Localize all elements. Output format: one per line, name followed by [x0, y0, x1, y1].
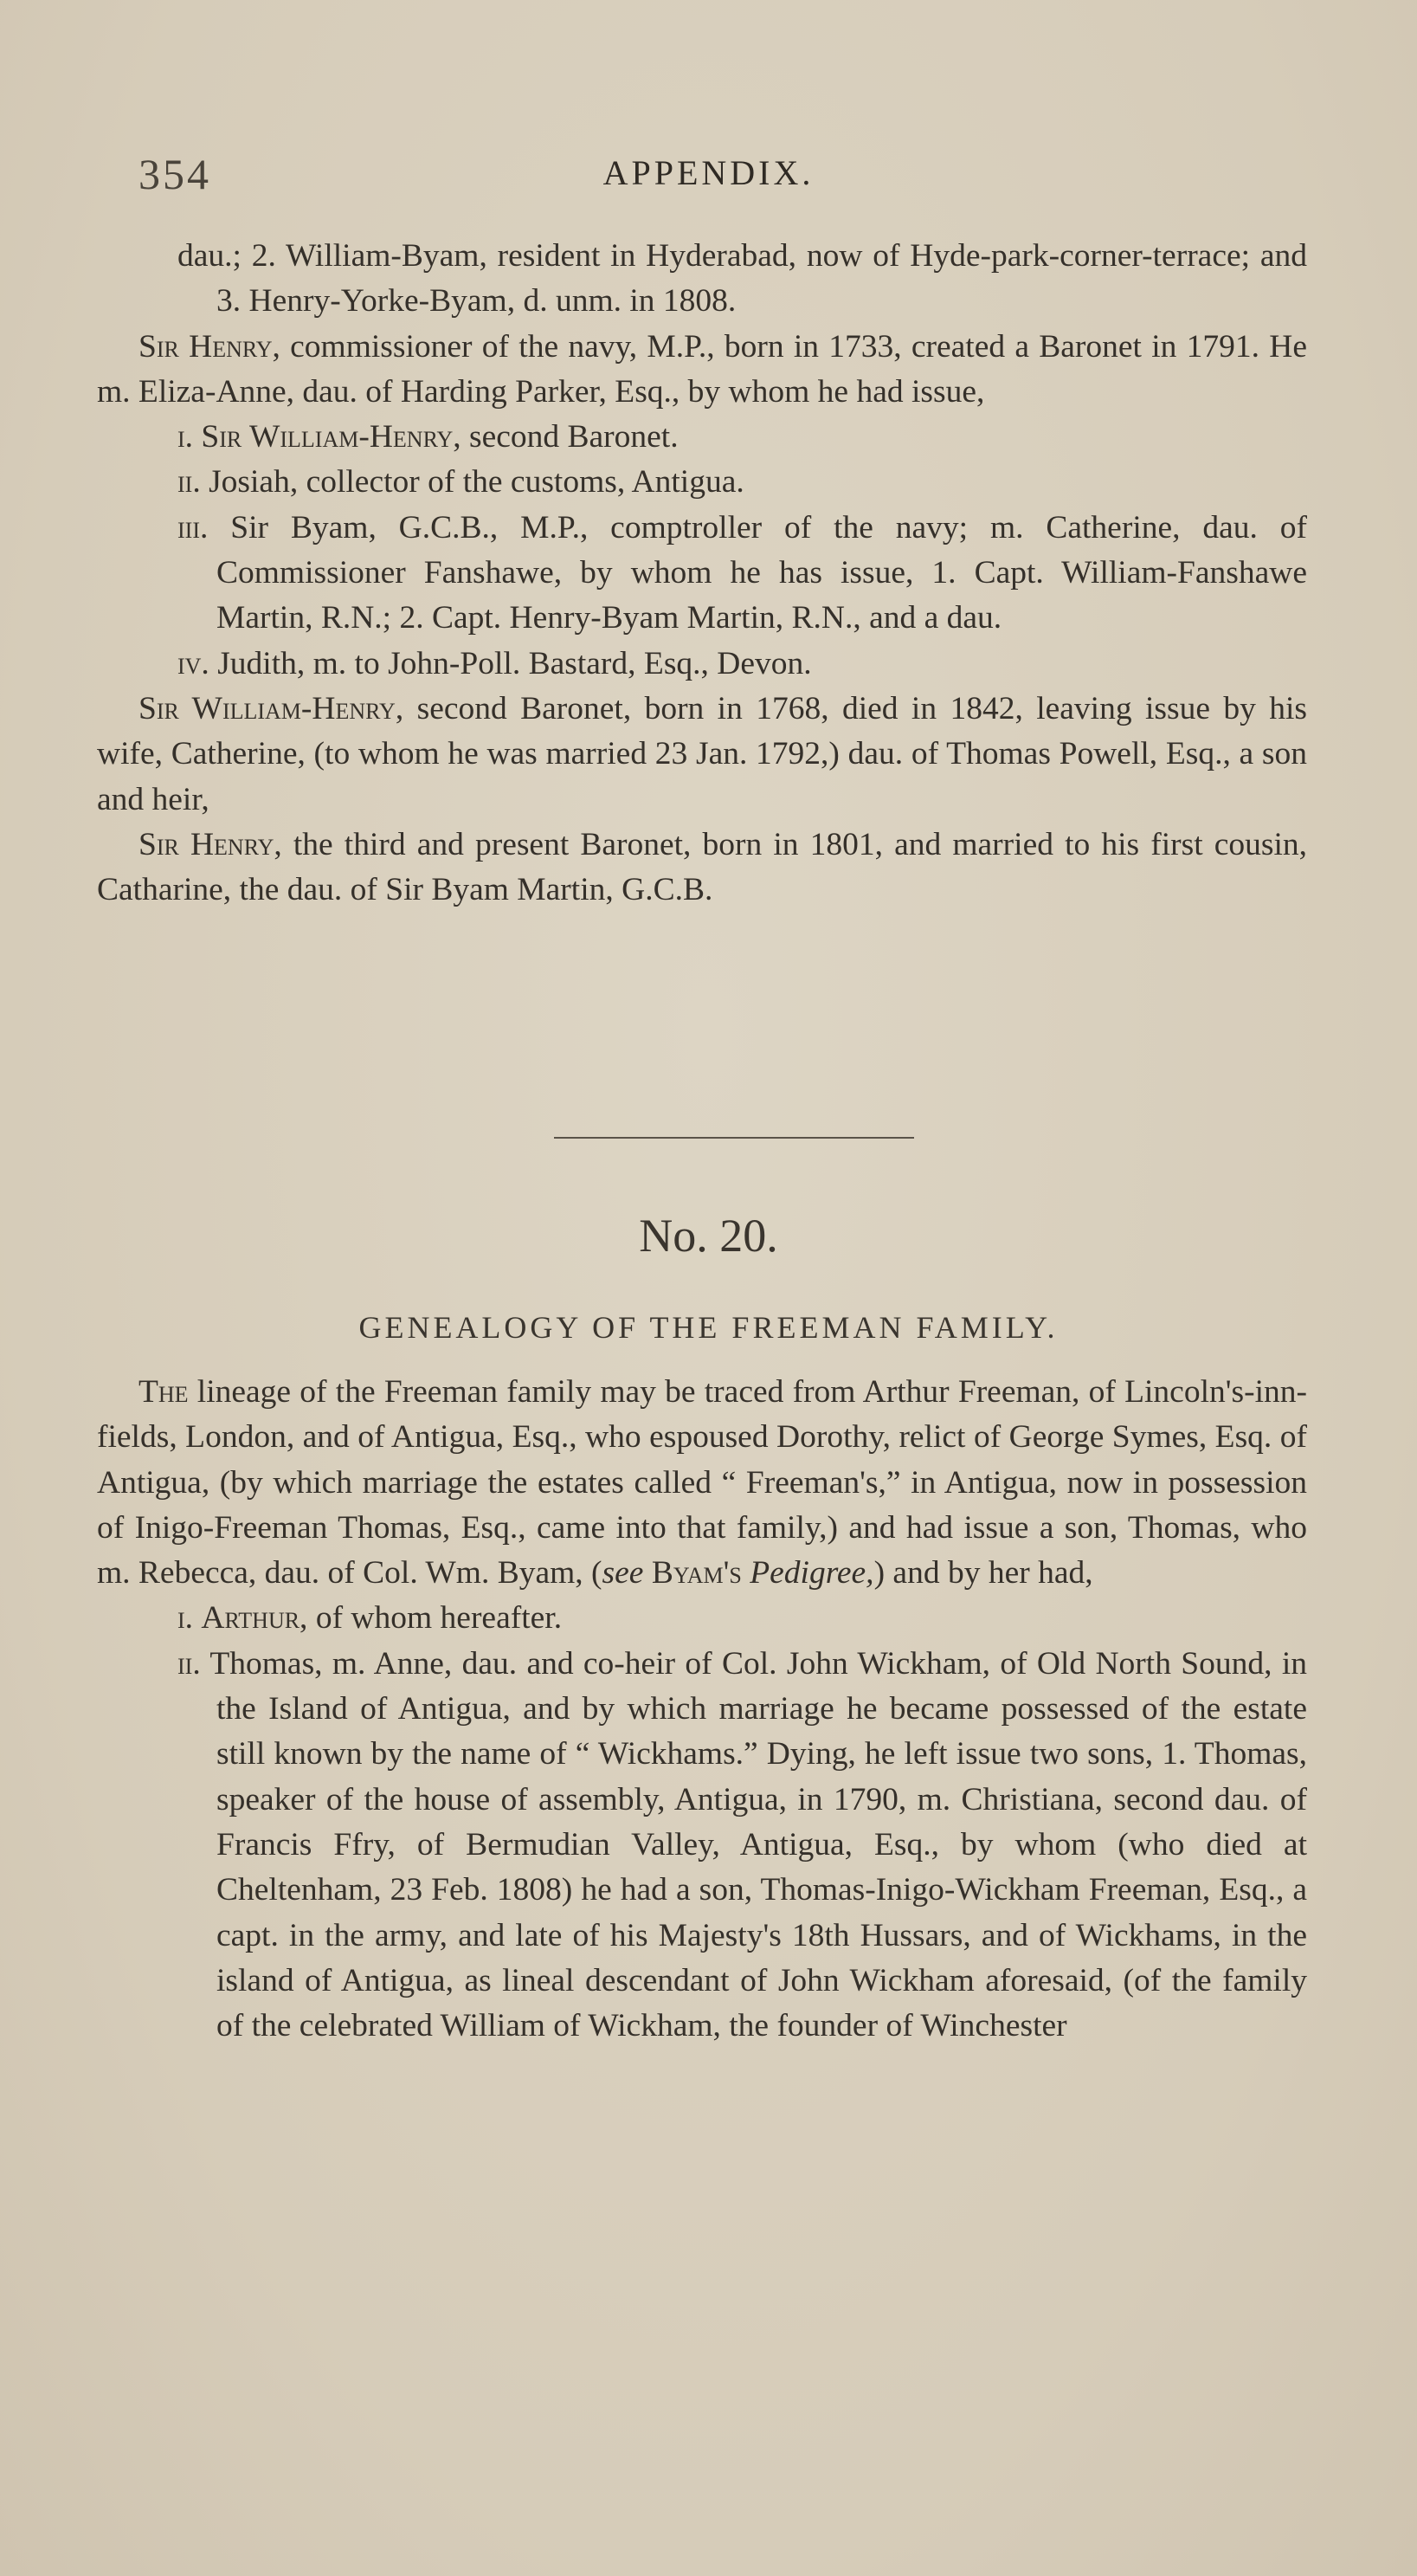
paragraph-sir-henry-third: Sir Henry, the third and present Baronet, born in 1801, and married to his first cousin, Catharine, the dau. of Sir Byam Martin, G.C.B. [97, 826, 1307, 908]
section-number: No. 20. [639, 1210, 778, 1262]
freeman-section [97, 1370, 1307, 2049]
freeman-item-1: i. Arthur, of whom hereafter. [177, 1600, 563, 1637]
paragraph-freeman-lineage: The lineage of the Freeman family may be traced from Arthur Freeman, of Lincoln's-inn-fields, London, and of Antigua, Esq., who espoused Dorothy, relict of George Symes, Esq. of Antigua, (by which marriage the estates called “ Freeman's,” in Antigua, now in possession of Inigo-Freeman Thomas, Esq., came into that family,) and had issue a son, Thomas, who m. Rebecca, dau. of Col. Wm. Byam, (see Byam's Pedigree,) and by her had, [97, 1374, 1307, 1591]
section-divider [554, 1137, 914, 1139]
issue-item-4: iv. Judith, m. to John-Poll. Bastard, Esq., Devon. [177, 645, 812, 681]
top-section [97, 234, 1307, 913]
paragraph-sir-henry: Sir Henry, commissioner of the navy, M.P., born in 1733, created a Baronet in 1791. He m. Eliza-Anne, dau. of Harding Parker, Esq., by whom he had issue, [97, 328, 1307, 410]
paragraph-sir-william-henry: Sir William-Henry, second Baronet, born in 1768, died in 1842, leaving issue by his wife, Catherine, (to whom he was married 23 Jan. 1792,) dau. of Thomas Powell, Esq., a son and heir, [97, 690, 1307, 817]
section-title: GENEALOGY OF THE FREEMAN FAMILY. [358, 1310, 1059, 1345]
page-number: 354 [138, 150, 211, 198]
issue-item-2: ii. Josiah, collector of the customs, Antigua. [177, 464, 744, 500]
issue-item-3: iii. Sir Byam, G.C.B., M.P., comptroller of the navy; m. Catherine, dau. of Commissioner Fanshawe, by whom he has issue, 1. Capt. William-Fanshawe Martin, R.N.; 2. Capt. Henry-Byam Martin, R.N., and a dau. [177, 509, 1307, 636]
issue-item-1: i. Sir William-Henry, second Baronet. [177, 419, 679, 455]
page-header [0, 149, 1417, 210]
continued-issue: dau.; 2. William-Byam, resident in Hyderabad, now of Hyde-park-corner-terrace; and 3. Henry-Yorke-Byam, d. unm. in 1808. [177, 238, 1307, 320]
running-head: APPENDIX. [602, 153, 815, 192]
freeman-item-2: ii. Thomas, m. Anne, dau. and co-heir of Col. John Wickham, of Old North Sound, in the Island of Antigua, and by which marriage he became possessed of the estate still known by the name of “ Wickhams.” Dying, he left issue two sons, 1. Thomas, speaker of the house of assembly, Antigua, in 1790, m. Christiana, second dau. of Francis Ffry, of Bermudian Valley, Antigua, Esq., by whom (who died at Cheltenham, 23 Feb. 1808) he had a son, Thomas-Inigo-Wickham Freeman, Esq., a capt. in the army, and late of his Majesty's 18th Hussars, and of Wickhams, in the island of Antigua, as lineal descendant of John Wickham aforesaid, (of the family of the celebrated William of Wickham, the founder of Winchester [177, 1645, 1307, 2044]
